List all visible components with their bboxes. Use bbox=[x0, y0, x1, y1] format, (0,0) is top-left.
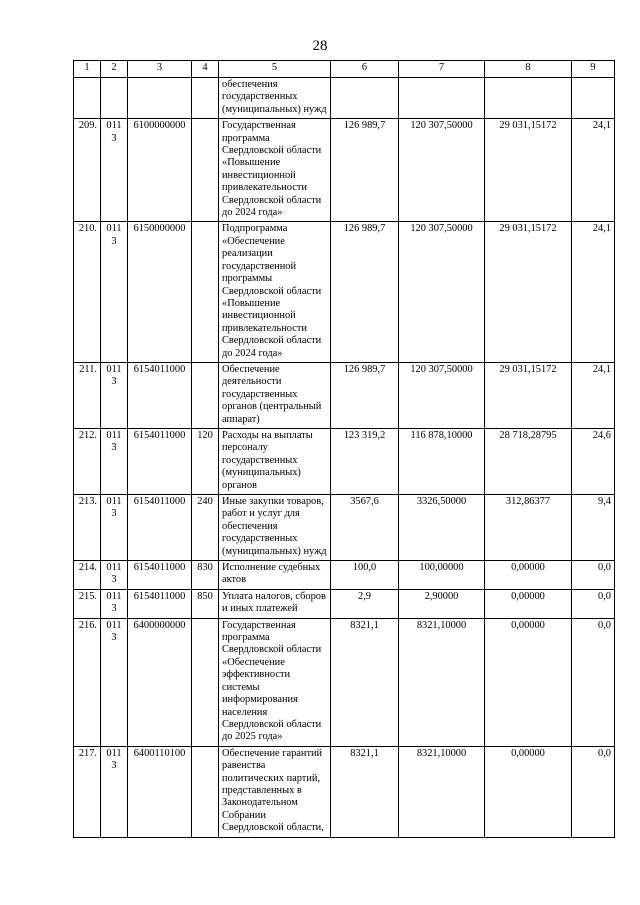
expense-type-cell bbox=[192, 119, 219, 222]
table-row bbox=[74, 78, 615, 119]
table-row bbox=[74, 746, 615, 837]
value-col9-cell: 0,0 bbox=[572, 746, 615, 837]
table-row bbox=[74, 362, 615, 428]
expense-type-cell bbox=[192, 222, 219, 362]
table-row bbox=[74, 222, 615, 362]
header-cell: 9 bbox=[572, 61, 615, 78]
row-number-cell: 215. bbox=[74, 589, 101, 618]
target-code-cell: 6154011000 bbox=[128, 362, 192, 428]
value-col7-cell: 8321,10000 bbox=[399, 746, 485, 837]
table-row bbox=[74, 119, 615, 222]
target-code-cell: 6154011000 bbox=[128, 561, 192, 590]
table-row bbox=[74, 495, 615, 561]
value-col9-cell: 24,1 bbox=[572, 119, 615, 222]
row-number-cell: 212. bbox=[74, 428, 101, 494]
value-col7-cell: 120 307,50000 bbox=[399, 119, 485, 222]
item-name-cell: Расходы на выплаты персоналу государственных (муниципальных) органов bbox=[219, 428, 331, 494]
row-number-cell: 210. bbox=[74, 222, 101, 362]
value-col6-cell: 100,0 bbox=[331, 561, 399, 590]
target-code-cell: 6400110100 bbox=[128, 746, 192, 837]
value-col6-cell bbox=[331, 78, 399, 119]
section-code-cell: 0113 bbox=[101, 222, 128, 362]
value-col9-cell bbox=[572, 78, 615, 119]
expense-type-cell bbox=[192, 362, 219, 428]
header-cell: 2 bbox=[101, 61, 128, 78]
value-col8-cell: 29 031,15172 bbox=[485, 362, 572, 428]
table-row bbox=[74, 589, 615, 618]
row-number-cell: 211. bbox=[74, 362, 101, 428]
section-code-cell: 0113 bbox=[101, 428, 128, 494]
value-col7-cell: 116 878,10000 bbox=[399, 428, 485, 494]
row-number-cell: 217. bbox=[74, 746, 101, 837]
expense-type-cell bbox=[192, 618, 219, 746]
item-name-cell: Исполнение судебных актов bbox=[219, 561, 331, 590]
section-code-cell: 0113 bbox=[101, 495, 128, 561]
section-code-cell: 0113 bbox=[101, 362, 128, 428]
header-cell: 1 bbox=[74, 61, 101, 78]
value-col8-cell bbox=[485, 78, 572, 119]
section-code-cell: 0113 bbox=[101, 618, 128, 746]
value-col6-cell: 8321,1 bbox=[331, 618, 399, 746]
value-col8-cell: 0,00000 bbox=[485, 746, 572, 837]
table-body bbox=[74, 61, 615, 838]
value-col6-cell: 3567,6 bbox=[331, 495, 399, 561]
header-cell: 7 bbox=[399, 61, 485, 78]
item-name-cell: Государственная программа Свердловской области «Повышение инвестиционной привлекательности Свердловской области до 2024 года» bbox=[219, 119, 331, 222]
value-col8-cell: 29 031,15172 bbox=[485, 222, 572, 362]
row-number-cell: 209. bbox=[74, 119, 101, 222]
value-col7-cell: 3326,50000 bbox=[399, 495, 485, 561]
item-name-cell: Подпрограмма «Обеспечение реализации государственной программы Свердловской области «Повышение инвестиционной привлекательности Свердловской области до 2024 года» bbox=[219, 222, 331, 362]
value-col9-cell: 9,4 bbox=[572, 495, 615, 561]
value-col8-cell: 0,00000 bbox=[485, 589, 572, 618]
table-row bbox=[74, 618, 615, 746]
section-code-cell: 0113 bbox=[101, 561, 128, 590]
header-cell: 3 bbox=[128, 61, 192, 78]
budget-table bbox=[73, 60, 615, 838]
item-name-cell: Обеспечение деятельности государственных органов (центральный аппарат) bbox=[219, 362, 331, 428]
value-col8-cell: 29 031,15172 bbox=[485, 119, 572, 222]
expense-type-cell bbox=[192, 78, 219, 119]
header-cell: 6 bbox=[331, 61, 399, 78]
target-code-cell: 6154011000 bbox=[128, 428, 192, 494]
expense-type-cell: 120 bbox=[192, 428, 219, 494]
target-code-cell: 6154011000 bbox=[128, 589, 192, 618]
value-col9-cell: 0,0 bbox=[572, 561, 615, 590]
value-col9-cell: 0,0 bbox=[572, 618, 615, 746]
value-col8-cell: 0,00000 bbox=[485, 618, 572, 746]
item-name-cell: обеспечения государственных (муниципальных) нужд bbox=[219, 78, 331, 119]
value-col9-cell: 0,0 bbox=[572, 589, 615, 618]
value-col7-cell: 120 307,50000 bbox=[399, 362, 485, 428]
target-code-cell: 6150000000 bbox=[128, 222, 192, 362]
value-col9-cell: 24,6 bbox=[572, 428, 615, 494]
section-code-cell: 0113 bbox=[101, 746, 128, 837]
expense-type-cell: 240 bbox=[192, 495, 219, 561]
value-col6-cell: 126 989,7 bbox=[331, 222, 399, 362]
row-number-cell: 214. bbox=[74, 561, 101, 590]
value-col7-cell bbox=[399, 78, 485, 119]
section-code-cell: 0113 bbox=[101, 589, 128, 618]
table-row bbox=[74, 561, 615, 590]
value-col8-cell: 28 718,28795 bbox=[485, 428, 572, 494]
row-number-cell: 213. bbox=[74, 495, 101, 561]
expense-type-cell: 850 bbox=[192, 589, 219, 618]
target-code-cell: 6100000000 bbox=[128, 119, 192, 222]
value-col7-cell: 2,90000 bbox=[399, 589, 485, 618]
target-code-cell: 6154011000 bbox=[128, 495, 192, 561]
value-col6-cell: 2,9 bbox=[331, 589, 399, 618]
value-col6-cell: 126 989,7 bbox=[331, 362, 399, 428]
header-cell: 8 bbox=[485, 61, 572, 78]
value-col7-cell: 120 307,50000 bbox=[399, 222, 485, 362]
value-col8-cell: 0,00000 bbox=[485, 561, 572, 590]
value-col6-cell: 8321,1 bbox=[331, 746, 399, 837]
item-name-cell: Государственная программа Свердловской области «Обеспечение эффективности системы информирования населения Свердловской области до 2025 года» bbox=[219, 618, 331, 746]
section-code-cell bbox=[101, 78, 128, 119]
value-col7-cell: 8321,10000 bbox=[399, 618, 485, 746]
value-col9-cell: 24,1 bbox=[572, 362, 615, 428]
value-col9-cell: 24,1 bbox=[572, 222, 615, 362]
header-cell: 5 bbox=[219, 61, 331, 78]
table-header-row bbox=[74, 61, 615, 78]
page-number: 28 bbox=[312, 38, 328, 54]
target-code-cell: 6400000000 bbox=[128, 618, 192, 746]
expense-type-cell: 830 bbox=[192, 561, 219, 590]
expense-type-cell bbox=[192, 746, 219, 837]
item-name-cell: Обеспечение гарантий равенства политических партий, представленных в Законодательном Собрании Свердловской области, bbox=[219, 746, 331, 837]
value-col8-cell: 312,86377 bbox=[485, 495, 572, 561]
value-col6-cell: 123 319,2 bbox=[331, 428, 399, 494]
row-number-cell bbox=[74, 78, 101, 119]
section-code-cell: 0113 bbox=[101, 119, 128, 222]
table-row bbox=[74, 428, 615, 494]
item-name-cell: Иные закупки товаров, работ и услуг для обеспечения государственных (муниципальных) нужд bbox=[219, 495, 331, 561]
value-col6-cell: 126 989,7 bbox=[331, 119, 399, 222]
row-number-cell: 216. bbox=[74, 618, 101, 746]
item-name-cell: Уплата налогов, сборов и иных платежей bbox=[219, 589, 331, 618]
target-code-cell bbox=[128, 78, 192, 119]
header-cell: 4 bbox=[192, 61, 219, 78]
value-col7-cell: 100,00000 bbox=[399, 561, 485, 590]
